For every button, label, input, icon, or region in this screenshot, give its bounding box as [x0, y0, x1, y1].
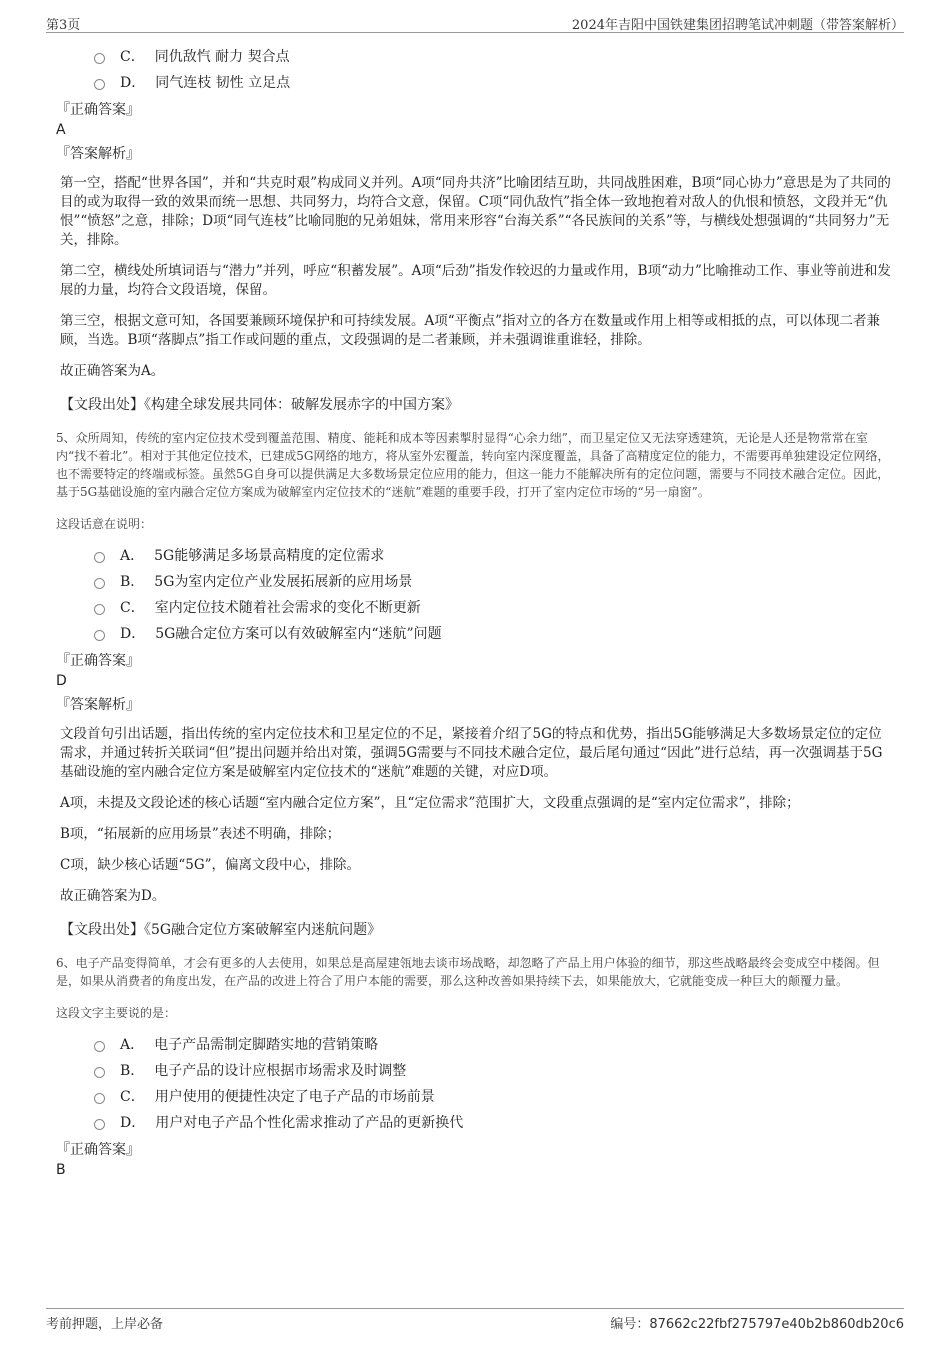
analysis-paragraph: B项，“拓展新的应用场景”表述不明确，排除； [60, 826, 341, 842]
analysis-paragraph: C项，缺少核心话题“5G”，偏离文段中心，排除。 [60, 857, 361, 873]
radio-icon[interactable] [94, 1093, 105, 1104]
answer-tag: 『正确答案』 [56, 102, 140, 118]
q6-option-b[interactable]: B． 电子产品的设计应根据市场需求及时调整 [56, 1058, 894, 1084]
answer-tag: 『正确答案』 [56, 653, 140, 669]
q4-option-c[interactable]: C． 同仇敌忾 耐力 契合点 [56, 44, 894, 70]
q6-option-d[interactable]: D． 用户对电子产品个性化需求推动了产品的更新换代 [56, 1110, 894, 1136]
analysis-conclusion: 故正确答案为D。 [60, 888, 166, 904]
page-number: 第3页 [46, 18, 81, 33]
q5-option-b[interactable]: B． 5G为室内定位产业发展拓展新的应用场景 [56, 569, 894, 595]
q6-options [56, 1032, 894, 1136]
q6-option-a[interactable]: A． 电子产品需制定脚踏实地的营销策略 [56, 1032, 894, 1058]
q5-option-d[interactable]: D． 5G融合定位方案可以有效破解室内“迷航”问题 [56, 621, 894, 647]
analysis-paragraph: 第一空，搭配“世界各国”，并和“共克时艰”构成同义并列。A项“同舟共济”比喻团结互助，共同战胜困难，B项“同心协力”意思是为了共同的目的或为取得一致的效果而统一思想、共同努力，均符合文意，保留。C项“同仇敌忾”指全体一致地抱着对敌人的仇恨和愤怒，文段并无“仇恨”“愤怒”之意，排除；D项“同气连枝”比喻同胞的兄弟姐妹，常用来形容“台海关系”“各民族间的关系”等，与横线处想强调的“共同努力”无关，排除。 [60, 175, 891, 248]
q4-option-d[interactable]: D． 同气连枝 韧性 立足点 [56, 70, 894, 96]
analysis-paragraph: 文段首句引出话题，指出传统的室内定位技术和卫星定位的不足，紧接着介绍了5G的特点和优势，指出5G能够满足大多数场景定位的定位需求，并通过转折关联词“但”提出问题并给出对策，强调5G需要与不同技术融合定位，最后尾句通过“因此”进行总结，再一次强调基于5G基础设施的室内融合定位方案是破解室内定位技术的“迷航”难题的关键，对应D项。 [60, 726, 883, 780]
analysis-paragraph: 第二空，横线处所填词语与“潜力”并列，呼应“积蓄发展”。A项“后劲”指发作较迟的力量或作用，B项“动力”比喻推动工作、事业等前进和发展的力量，均符合文段语境，保留。 [60, 263, 891, 298]
page-footer [46, 1308, 904, 1331]
q4-options [56, 44, 894, 96]
document-body [56, 44, 894, 1180]
q5-options [56, 543, 894, 647]
question-prompt: 这段文字主要说的是： [56, 1006, 177, 1020]
answer-value: B [56, 1162, 66, 1178]
q5-option-c[interactable]: C． 室内定位技术随着社会需求的变化不断更新 [56, 595, 894, 621]
analysis-tag: 『答案解析』 [56, 697, 140, 713]
radio-icon[interactable] [94, 604, 105, 615]
question-stem: 5、众所周知，传统的室内定位技术受到覆盖范围、精度、能耗和成本等因素掣肘显得“心余力绌”，而卫星定位又无法穿透建筑，无论是人还是物常常在室内“找不着北”。相对于其他定位技术，已建成5G网络的地方，将从室外宏覆盖，转向室内深度覆盖，具备了高精度定位的能力，不需要再单独建设定位网络，也不需要特定的终端或标签。虽然5G自身可以提供满足大多数场景定位应用的能力，但这一能力不能解决所有的定位问题，需要与不同技术融合定位。因此，基于5G基础设施的室内融合定位方案成为破解室内定位技术的“迷航”难题的重要手段，打开了室内定位市场的“另一扇窗”。 [56, 431, 890, 499]
radio-icon[interactable] [94, 1067, 105, 1078]
q5-option-a[interactable]: A． 5G能够满足多场景高精度的定位需求 [56, 543, 894, 569]
radio-icon[interactable] [94, 630, 105, 641]
q6-option-c[interactable]: C． 用户使用的便捷性决定了电子产品的市场前景 [56, 1084, 894, 1110]
answer-value: A [56, 122, 66, 138]
document-code [610, 1313, 904, 1332]
footer-slogan: 考前押题，上岸必备 [46, 1317, 164, 1332]
radio-icon[interactable] [94, 1041, 105, 1052]
radio-icon[interactable] [94, 552, 105, 563]
document-code-label: 编号： [610, 1317, 650, 1332]
radio-icon[interactable] [94, 79, 105, 90]
answer-tag: 『正确答案』 [56, 1142, 140, 1158]
analysis-paragraph: 第三空，根据文意可知，各国要兼顾环境保护和可持续发展。A项“平衡点”指对立的各方在数量或作用上相等或相抵的点，可以体现二者兼顾，当选。B项“落脚点”指工作或问题的重点，文段强调的是二者兼顾，并未强调谁重谁轻，排除。 [60, 313, 881, 348]
radio-icon[interactable] [94, 53, 105, 64]
answer-value: D [56, 673, 67, 689]
radio-icon[interactable] [94, 1119, 105, 1130]
source-citation: 【文段出处】《构建全球发展共同体：破解发展赤字的中国方案》 [60, 397, 459, 413]
document-code-value: 87662c22fbf275797e40b2b860db20c6 [649, 1317, 904, 1332]
question-stem: 6、电子产品变得简单，才会有更多的人去使用，如果总是高屋建瓴地去谈市场战略，却忽略了产品上用户体验的细节，那这些战略最终会变成空中楼阁。但是，如果从消费者的角度出发，在产品的改进上符合了用户本能的需要，那么这种改善如果持续下去，如果能放大，它就能变成一种巨大的颠覆力量。 [56, 956, 880, 988]
document-title: 2024年吉阳中国铁建集团招聘笔试冲刺题（带答案解析） [571, 18, 904, 33]
analysis-tag: 『答案解析』 [56, 146, 140, 162]
analysis-paragraph: A项，未提及文段论述的核心话题“室内融合定位方案”，且“定位需求”范围扩大，文段重点强调的是“室内定位需求”，排除； [60, 795, 800, 811]
page-header [46, 10, 904, 33]
question-prompt: 这段话意在说明： [56, 517, 153, 531]
source-citation: 【文段出处】《5G融合定位方案破解室内迷航问题》 [60, 922, 382, 938]
radio-icon[interactable] [94, 578, 105, 589]
analysis-conclusion: 故正确答案为A。 [60, 363, 165, 379]
